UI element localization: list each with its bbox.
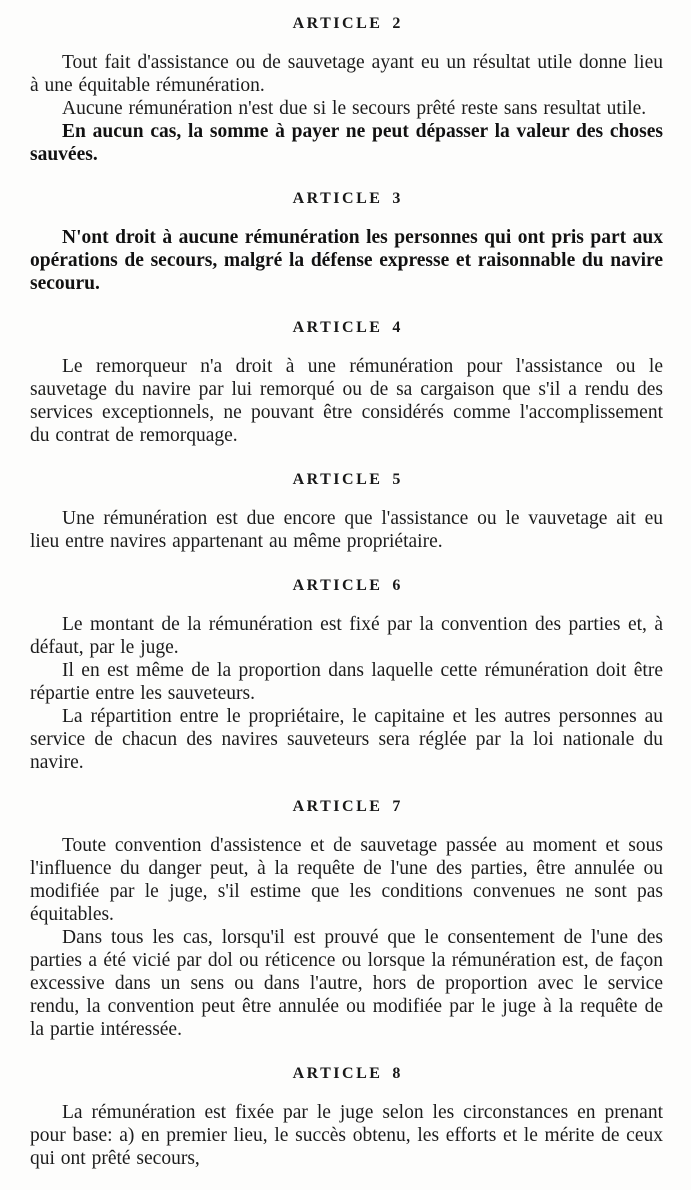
article-heading-label: ARTICLE xyxy=(292,319,383,336)
article-heading xyxy=(30,187,663,210)
paragraph: Aucune rémunération n'est due si le secours prêté reste sans resultat utile. xyxy=(62,98,647,119)
paragraph: Tout fait d'assistance ou de sauvetage ayant eu un résultat utile donne lieu à une équitable rémunération. xyxy=(30,52,663,96)
paragraph: La répartition entre le propriétaire, le capitaine et les autres personnes au service de chacun des navires sauveteurs sera réglée par la loi nationale du navire. xyxy=(30,706,663,773)
paragraph: Toute convention d'assistence et de sauvetage passée au moment et sous l'influence du danger peut, à la requête de l'une des parties, être annulée ou modifiée par le juge, s'il estime que les conditions convenues ne sont pas équitables. xyxy=(30,835,663,925)
article-section-8 xyxy=(30,1062,663,1170)
article-heading-number: 8 xyxy=(392,1065,401,1082)
paragraph: Dans tous les cas, lorsqu'il est prouvé que le consentement de l'une des parties a été vicié par dol ou réticence ou lorsque la rémunération est, de façon excessive dans un sens ou dans l'autre, hors de proportion avec le service rendu, la convention peut être annulée ou modifiée par le juge à la requête de la partie intéressée. xyxy=(30,927,663,1040)
paragraph: Le montant de la rémunération est fixé par la convention des parties et, à défaut, par le juge. xyxy=(30,614,663,658)
article-heading xyxy=(30,468,663,491)
article-heading-label: ARTICLE xyxy=(292,471,383,488)
article-heading xyxy=(30,574,663,597)
article-section-7 xyxy=(30,795,663,1041)
article-heading-number: 6 xyxy=(392,577,401,594)
paragraph: Une rémunération est due encore que l'assistance ou le vauvetage ait eu lieu entre navires appartenant au même propriétaire. xyxy=(30,508,663,552)
article-heading-label: ARTICLE xyxy=(292,1065,383,1082)
paragraph: En aucun cas, la somme à payer ne peut dépasser la valeur des choses sauvées. xyxy=(30,121,663,165)
article-heading-number: 4 xyxy=(392,319,401,336)
article-heading xyxy=(30,12,663,35)
article-heading-number: 5 xyxy=(392,471,401,488)
article-heading xyxy=(30,1062,663,1085)
article-heading-label: ARTICLE xyxy=(292,577,383,594)
article-section-4 xyxy=(30,316,663,447)
article-heading-label: ARTICLE xyxy=(292,190,383,207)
article-heading-number: 3 xyxy=(392,190,401,207)
article-section-2 xyxy=(30,12,663,166)
article-section-3 xyxy=(30,187,663,295)
article-heading-label: ARTICLE xyxy=(292,798,383,815)
paragraph: La rémunération est fixée par le juge selon les circonstances en prenant pour base: a) en premier lieu, le succès obtenu, les efforts et le mérite de ceux qui ont prêté secours, xyxy=(30,1102,663,1169)
article-section-5 xyxy=(30,468,663,553)
article-heading xyxy=(30,316,663,339)
article-heading-number: 7 xyxy=(392,798,401,815)
paragraph: N'ont droit à aucune rémunération les personnes qui ont pris part aux opérations de secours, malgré la défense expresse et raisonnable du navire secouru. xyxy=(30,227,663,294)
paragraph: Le remorqueur n'a droit à une rémunération pour l'assistance ou le sauvetage du navire par lui remorqué ou de sa cargaison que s'il a rendu des services exceptionnels, ne pouvant être considérés comme l'accomplissement du contrat de remorquage. xyxy=(30,356,663,446)
article-heading-number: 2 xyxy=(392,15,401,32)
article-heading xyxy=(30,795,663,818)
article-section-6 xyxy=(30,574,663,774)
article-heading-label: ARTICLE xyxy=(292,15,383,32)
paragraph: Il en est même de la proportion dans laquelle cette rémunération doit être répartie entre les sauveteurs. xyxy=(30,660,663,704)
